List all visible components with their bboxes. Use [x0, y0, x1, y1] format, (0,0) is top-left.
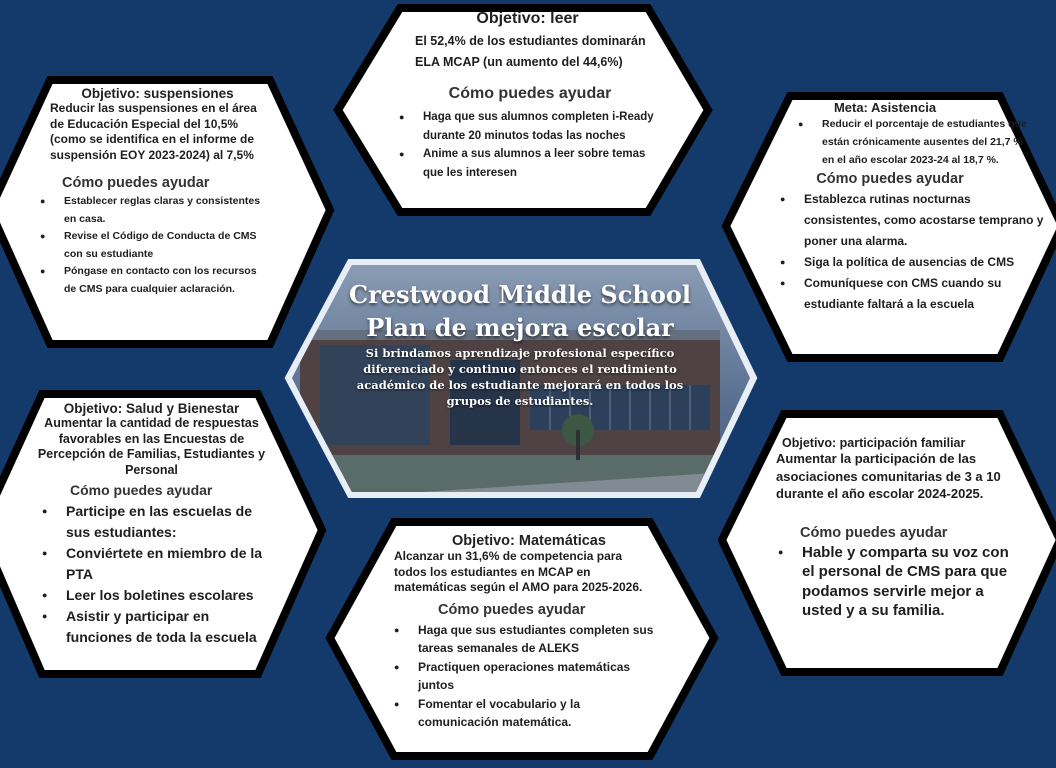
- list-item: ● Anime a sus alumnos a leer sobre temas que les interesen: [423, 145, 668, 182]
- suspensions-section: [50, 86, 265, 298]
- list-item: ● Haga que sus estudiantes completen sus tareas semanales de ALEKS: [418, 621, 663, 658]
- list-item: ● Conviértete en miembro de la PTA: [66, 543, 271, 585]
- suspensions-title: Objetivo: suspensiones: [81, 86, 234, 101]
- health-section: [34, 401, 269, 648]
- list-item: ● Practiquen operaciones matemáticas juntos: [418, 658, 663, 695]
- family-section: [776, 436, 1016, 621]
- math-help-title: Cómo puedes ayudar: [438, 601, 586, 618]
- attendance-help-list: [804, 189, 1044, 315]
- list-item: ● Siga la política de ausencias de CMS: [804, 252, 1044, 273]
- list-item: ● Revise el Código de Conducta de CMS con su estudiante: [64, 228, 264, 263]
- list-item: ● Establecer reglas claras y consistentes en casa.: [64, 193, 264, 228]
- family-goal: Aumentar la participación de las asociaciones comunitarias de 3 a 10 durante el año escolar 2024-2025.: [776, 451, 1001, 501]
- health-goal: Aumentar la cantidad de respuestas favorables en las Encuestas de Percepción de Familias, Estudiantes y Personal: [37, 416, 266, 477]
- list-item: ● Póngase en contacto con los recursos de CMS para cualquier aclaración.: [64, 263, 264, 298]
- suspensions-goal: Reducir las suspensiones en el área de Educación Especial del 10,5% (como se identifica en el informe de suspensión EOY 2023-2024) al 7,5%: [50, 101, 257, 162]
- reading-title: Objetivo: leer: [476, 10, 579, 27]
- math-help-list: [418, 621, 663, 732]
- list-item: ● Fomentar el vocabulario y la comunicación matemática.: [418, 695, 663, 732]
- reading-section: [405, 10, 655, 182]
- list-item: ● Comuníquese con CMS cuando su estudiante faltará a la escuela: [804, 273, 1044, 315]
- math-goal: Alcanzar un 31,6% de competencia para todos los estudiantes en MCAP en matemáticas según el AMO para 2025-2026.: [394, 549, 643, 594]
- list-item: ● Establezca rutinas nocturnas consistentes, como acostarse temprano y poner una alarma.: [804, 189, 1044, 252]
- attendance-section: [770, 100, 1050, 315]
- math-title: Objetivo: Matemáticas: [452, 533, 606, 549]
- health-help-title: Cómo puedes ayudar: [70, 482, 213, 498]
- school-title: Crestwood Middle School Plan de mejora escolar: [349, 280, 691, 342]
- reading-help-list: [419, 108, 668, 182]
- family-help-list: [802, 543, 1012, 621]
- health-title: Objetivo: Salud y Bienestar: [63, 401, 240, 416]
- list-item: ● Leer los boletines escolares: [66, 585, 271, 606]
- list-item: ● Participe en las escuelas de sus estudiantes:: [66, 501, 271, 543]
- attendance-goal-list: [822, 115, 1037, 169]
- math-section: [394, 533, 664, 732]
- list-item: ● Asistir y participar en funciones de toda la escuela: [66, 606, 271, 648]
- list-item: ● Reducir el porcentaje de estudiantes que están crónicamente ausentes del 21,7 % en el año escolar 2023-24 al 18,7 %.: [822, 115, 1037, 169]
- list-item: ● Haga que sus alumnos completen i-Ready durante 20 minutos todas las noches: [423, 108, 668, 145]
- list-item: ● Hable y comparta su voz con el personal de CMS para que podamos servirle mejor a usted y a su familia.: [802, 543, 1012, 621]
- improvement-statement: Si brindamos aprendizaje profesional específico diferenciado y continuo entonces el rendimiento académico de los estudiante mejorará en todos los grupos de estudiantes.: [356, 346, 684, 408]
- reading-goal: El 52,4% de los estudiantes dominarán ELA MCAP (un aumento del 44,6%): [415, 34, 646, 69]
- attendance-title: Meta: Asistencia: [833, 100, 937, 115]
- suspensions-help-list: [64, 193, 264, 298]
- reading-help-title: Cómo puedes ayudar: [448, 85, 612, 102]
- suspensions-help-title: Cómo puedes ayudar: [62, 175, 210, 191]
- family-help-title: Cómo puedes ayudar: [800, 524, 948, 541]
- family-title: Objetivo: participación familiar: [782, 436, 966, 450]
- health-help-list: [66, 501, 271, 648]
- attendance-help-title: Cómo puedes ayudar: [816, 171, 964, 187]
